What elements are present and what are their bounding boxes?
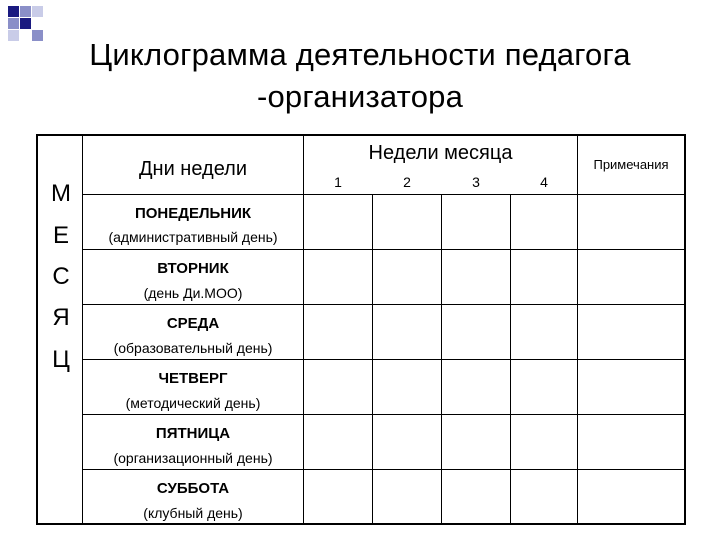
table-border-left — [36, 134, 38, 525]
day-name: ПОНЕДЕЛЬНИК — [134, 205, 252, 222]
row-line — [82, 249, 686, 250]
row-line — [82, 469, 686, 470]
row-line — [82, 194, 686, 195]
day-description: (клубный день) — [143, 505, 243, 521]
decor-square — [20, 6, 31, 17]
title-line-2: -организатора — [256, 79, 464, 114]
month-letter: Е — [52, 222, 69, 249]
table-border-bottom — [36, 523, 686, 525]
day-description: (образовательный день) — [113, 340, 273, 356]
day-description: (методический день) — [125, 395, 261, 411]
decor-square — [8, 18, 19, 29]
days-header: Дни недели — [138, 158, 248, 180]
col-divider-days — [303, 134, 304, 525]
decor-square — [8, 6, 19, 17]
week-number: 2 — [403, 174, 411, 190]
day-name: СУББОТА — [156, 480, 230, 497]
notes-header: Примечания — [593, 157, 669, 172]
day-name: СРЕДА — [166, 315, 220, 332]
weeks-header: Недели месяца — [368, 142, 513, 164]
row-line — [82, 359, 686, 360]
month-letter: М — [51, 180, 71, 207]
week-number: 3 — [472, 174, 480, 190]
table-border-right — [684, 134, 686, 525]
title-line-1: Циклограмма деятельности педагога — [89, 37, 631, 72]
day-name: ПЯТНИЦА — [155, 425, 231, 442]
day-description: (административный день) — [108, 229, 278, 245]
page-title — [0, 34, 720, 118]
month-letter: Ц — [52, 346, 70, 373]
day-description: (день Ди.МОО) — [143, 285, 243, 301]
row-line — [82, 304, 686, 305]
month-letter: Я — [52, 304, 70, 331]
week-number: 1 — [334, 174, 342, 190]
row-line — [82, 414, 686, 415]
day-name: ЧЕТВЕРГ — [158, 370, 228, 387]
day-description: (организационный день) — [113, 450, 273, 466]
col-divider-notes — [577, 134, 578, 525]
day-name: ВТОРНИК — [157, 260, 229, 277]
week-number: 4 — [540, 174, 548, 190]
table-border-top — [36, 134, 686, 136]
decor-square — [20, 18, 31, 29]
month-letter: С — [52, 263, 70, 290]
decor-square — [32, 6, 43, 17]
